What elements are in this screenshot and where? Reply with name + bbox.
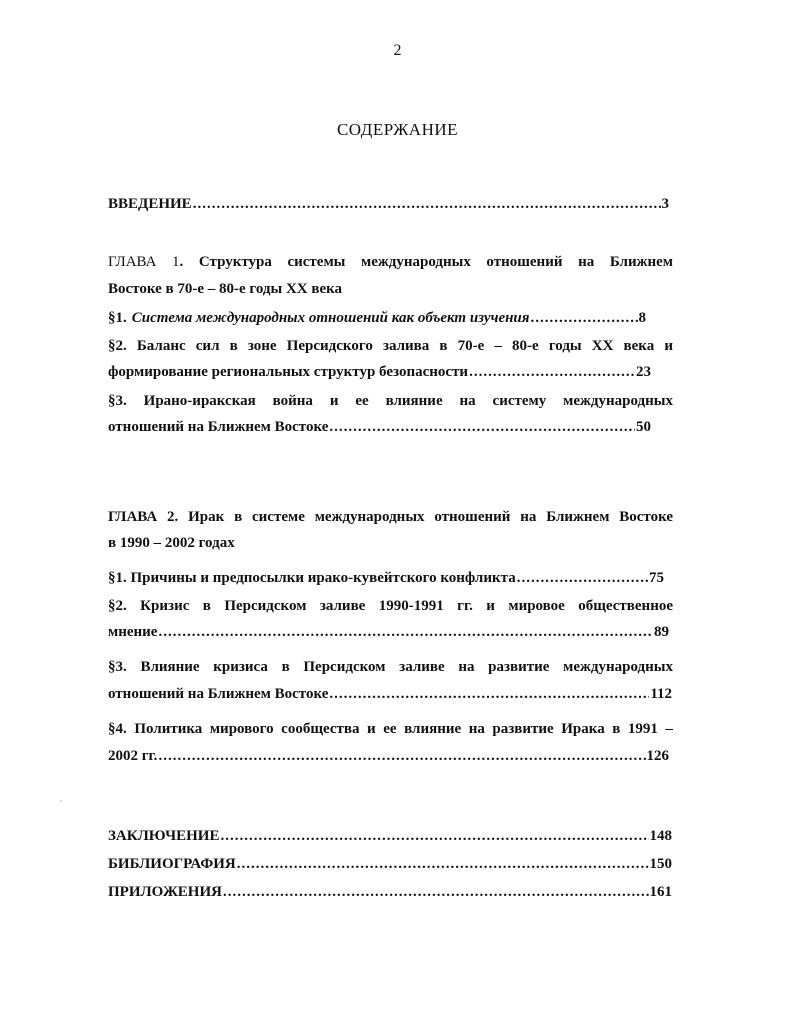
toc-page-number: 161: [649, 884, 672, 900]
section-title-cont: формирование региональных структур безопасности: [108, 364, 469, 380]
toc-page-number: 23: [636, 364, 651, 380]
toc-entry-ch2-s2-line1[interactable]: [108, 596, 673, 616]
toc-page-number: 89: [654, 624, 669, 640]
toc-entry-ch2-s2-line2[interactable]: [108, 622, 669, 642]
dot-leader: [158, 622, 653, 642]
section-title-cont: отношений на Ближнем Востоке: [108, 419, 329, 435]
toc-page-number: 112: [650, 686, 672, 702]
section-title-cont: 2002 гг.: [108, 748, 158, 764]
dot-leader: [193, 194, 661, 214]
chapter-1-label: ГЛАВА 1: [108, 254, 180, 270]
dot-leader: [329, 417, 635, 437]
dot-leader: [329, 684, 649, 704]
toc-entry-bibliography[interactable]: [108, 854, 672, 874]
section-title: §4. Политика мирового сообщества и ее влияние на развитие Ирака в 1991 –: [108, 721, 673, 737]
section-title: §1. Причины и предпосылки ирако-кувейтского конфликта: [108, 570, 516, 586]
toc-entry-label: БИБЛИОГРАФИЯ: [108, 856, 236, 872]
dot-leader: [531, 308, 638, 328]
toc-entry-ch2-s4-line1[interactable]: [108, 719, 673, 739]
toc-page-number: 126: [646, 748, 669, 764]
dot-leader: [158, 746, 645, 766]
chapter-2-heading[interactable]: [108, 507, 673, 527]
page-title: СОДЕРЖАНИЕ: [336, 120, 459, 139]
toc-entry-ch1-s3-line1[interactable]: [108, 391, 673, 411]
section-title: Система международных отношений как объект изучения: [131, 310, 530, 326]
chapter-1-title-line1: . Структура системы международных отношений на Ближнем: [179, 254, 673, 270]
scan-artifact: [60, 800, 62, 802]
chapter-1-heading[interactable]: [108, 252, 673, 272]
toc-entry-conclusion[interactable]: [108, 826, 672, 846]
chapter-2-title-line1: ГЛАВА 2. Ирак в системе международных отношений на Ближнем Востоке: [108, 509, 673, 525]
toc-entry-appendices[interactable]: [108, 882, 672, 902]
toc-page-number: 150: [649, 856, 672, 872]
section-title: §2. Баланс сил в зоне Персидского залива в 70-е – 80-е годы XX века и: [108, 338, 673, 354]
toc-entry-ch2-s4-line2[interactable]: [108, 746, 669, 766]
section-title-cont: мнение: [108, 624, 158, 640]
toc-entry-label: ЗАКЛЮЧЕНИЕ: [108, 828, 220, 844]
dot-leader: [220, 826, 648, 846]
toc-entry-ch1-s2-line1[interactable]: [108, 336, 673, 356]
section-title: §3. Ирано-иракская война и ее влияние на систему международных: [108, 393, 673, 409]
toc-entry-label: ВВЕДЕНИЕ: [108, 196, 192, 212]
toc-entry-ch2-s1[interactable]: [108, 568, 664, 588]
chapter-1-title-line2: Востоке в 70-е – 80-е годы XX века: [108, 281, 343, 297]
dot-leader: [237, 854, 649, 874]
toc-page-number: 50: [636, 419, 651, 435]
toc-page-number: 148: [649, 828, 672, 844]
toc-entry-ch1-s1[interactable]: [108, 308, 646, 328]
dot-leader: [469, 362, 635, 382]
toc-entry-ch2-s3-line1[interactable]: [108, 657, 673, 677]
dot-leader: [223, 882, 649, 902]
dot-leader: [517, 568, 648, 588]
toc-page-number: 3: [661, 196, 669, 212]
toc-entry-intro[interactable]: [108, 194, 669, 214]
toc-entry-ch1-s2-line2[interactable]: [108, 362, 651, 382]
section-title: §2. Кризис в Персидском заливе 1990-1991 гг. и мировое общественное: [108, 598, 673, 614]
section-number: §1.: [108, 310, 127, 326]
toc-entry-ch2-s3-line2[interactable]: [108, 684, 672, 704]
toc-entry-label: ПРИЛОЖЕНИЯ: [108, 884, 222, 900]
toc-page-number: 8: [638, 310, 646, 326]
page-number: 2: [393, 42, 402, 59]
chapter-2-title-line2: в 1990 – 2002 годах: [108, 535, 235, 551]
toc-page-number: 75: [649, 570, 664, 586]
section-title: §3. Влияние кризиса в Персидском заливе на развитие международных: [108, 659, 673, 675]
toc-entry-ch1-s3-line2[interactable]: [108, 417, 651, 437]
section-title-cont: отношений на Ближнем Востоке: [108, 686, 329, 702]
